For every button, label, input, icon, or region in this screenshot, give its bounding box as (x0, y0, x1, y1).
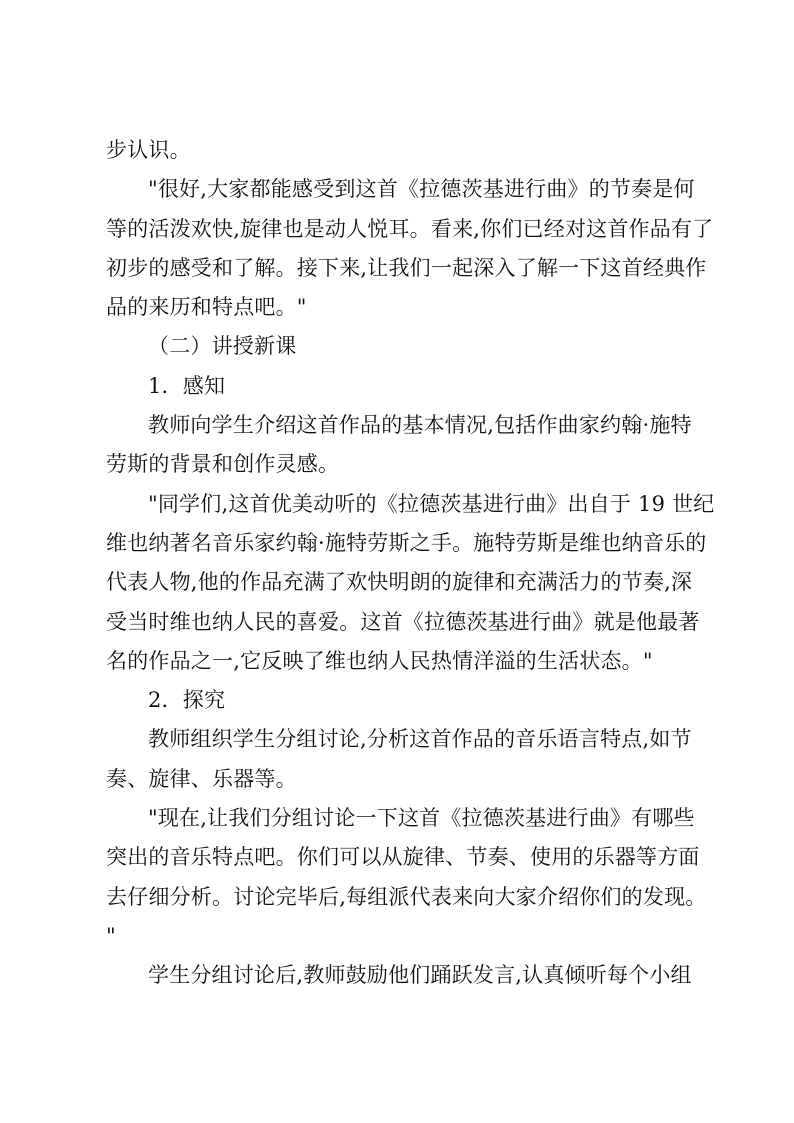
subsection-heading: 2．探究 (148, 688, 226, 713)
section-heading: （二）讲授新课 (148, 334, 297, 359)
text-line: 奏、旋律、乐器等。 (106, 766, 297, 791)
text-line: 教师向学生介绍这首作品的基本情况,包括作曲家约翰·施特 (148, 413, 692, 438)
text-line: 维也纳著名音乐家约翰·施特劳斯之手。施特劳斯是维也纳音乐的 (106, 530, 707, 555)
text-line: 教师组织学生分组讨论,分析这首作品的音乐语言特点,如节 (148, 727, 692, 752)
text-line: "很好,大家都能感受到这首《拉德茨基进行曲》的节奏是何 (148, 177, 695, 202)
text-line: 初步的感受和了解。接下来,让我们一起深入了解一下这首经典作 (106, 255, 707, 280)
text-line: 步认识。 (106, 138, 191, 162)
text-line: 名的作品之一,它反映了维也纳人民热情洋溢的生活状态。" (106, 648, 653, 673)
text-line: 代表人物,他的作品充满了欢快明朗的旋律和充满活力的节奏,深 (106, 570, 693, 595)
text-line: " (106, 923, 116, 948)
document-body (106, 131, 715, 996)
subsection-heading: 1．感知 (148, 373, 226, 398)
text-line: 等的活泼欢快,旋律也是动人悦耳。看来,你们已经对这首作品有了 (106, 216, 714, 241)
text-line: 去仔细分析。讨论完毕后,每组派代表来向大家介绍你们的发现。 (106, 884, 707, 909)
text-line: 学生分组讨论后,教师鼓励他们踊跃发言,认真倾听每个小组 (148, 963, 692, 988)
text-line: 劳斯的背景和创作灵感。 (106, 452, 340, 477)
text-line: 突出的音乐特点吧。你们可以从旋律、节奏、使用的乐器等方面 (106, 845, 700, 870)
text-line: 受当时维也纳人民的喜爱。这首《拉德茨基进行曲》就是他最著 (106, 609, 700, 634)
text-line: "现在,让我们分组讨论一下这首《拉德茨基进行曲》有哪些 (148, 806, 695, 831)
text-line: "同学们,这首优美动听的《拉德茨基进行曲》出自于 19 世纪 (148, 491, 715, 516)
text-line: 品的来历和特点吧。" (106, 295, 307, 320)
